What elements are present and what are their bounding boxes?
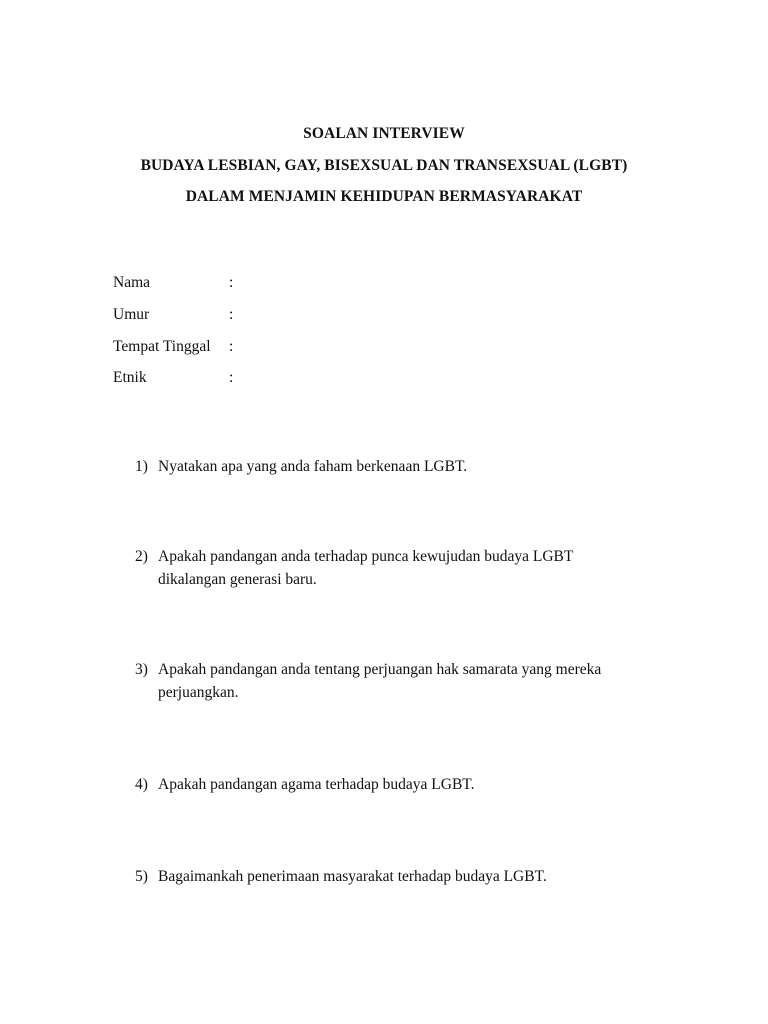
question-text-3: Apakah pandangan anda tentang perjuangan hak samarata yang mereka perjuangkan.: [158, 661, 602, 701]
field-label-tempat-tinggal: Tempat Tinggal: [113, 338, 211, 355]
field-label-umur: Umur: [113, 306, 150, 323]
document-title: SOALAN INTERVIEW: [303, 125, 465, 142]
field-label-nama: Nama: [113, 274, 151, 291]
question-number-3: 3): [135, 661, 148, 678]
question-text-2: Apakah pandangan anda terhadap punca kewujudan budaya LGBT dikalangan generasi baru.: [158, 548, 574, 588]
document-subtitle-line-2: DALAM MENJAMIN KEHIDUPAN BERMASYARAKAT: [185, 188, 583, 205]
field-label-etnik: Etnik: [113, 369, 147, 386]
document-subtitle-line-1: BUDAYA LESBIAN, GAY, BISEXSUAL DAN TRANSEXSUAL (LGBT): [140, 157, 628, 174]
question-number-1: 1): [135, 458, 148, 475]
field-colon-nama: :: [229, 274, 234, 291]
question-number-2: 2): [135, 548, 148, 565]
field-colon-etnik: :: [229, 369, 234, 386]
field-colon-umur: :: [229, 306, 234, 323]
question-text-1: Nyatakan apa yang anda faham berkenaan LGBT.: [158, 458, 468, 475]
field-colon-tempat-tinggal: :: [229, 338, 234, 355]
question-text-4: Apakah pandangan agama terhadap budaya LGBT.: [158, 776, 475, 793]
question-text-5: Bagaimankah penerimaan masyarakat terhadap budaya LGBT.: [158, 868, 547, 885]
question-number-4: 4): [135, 776, 148, 793]
question-number-5: 5): [135, 868, 148, 885]
